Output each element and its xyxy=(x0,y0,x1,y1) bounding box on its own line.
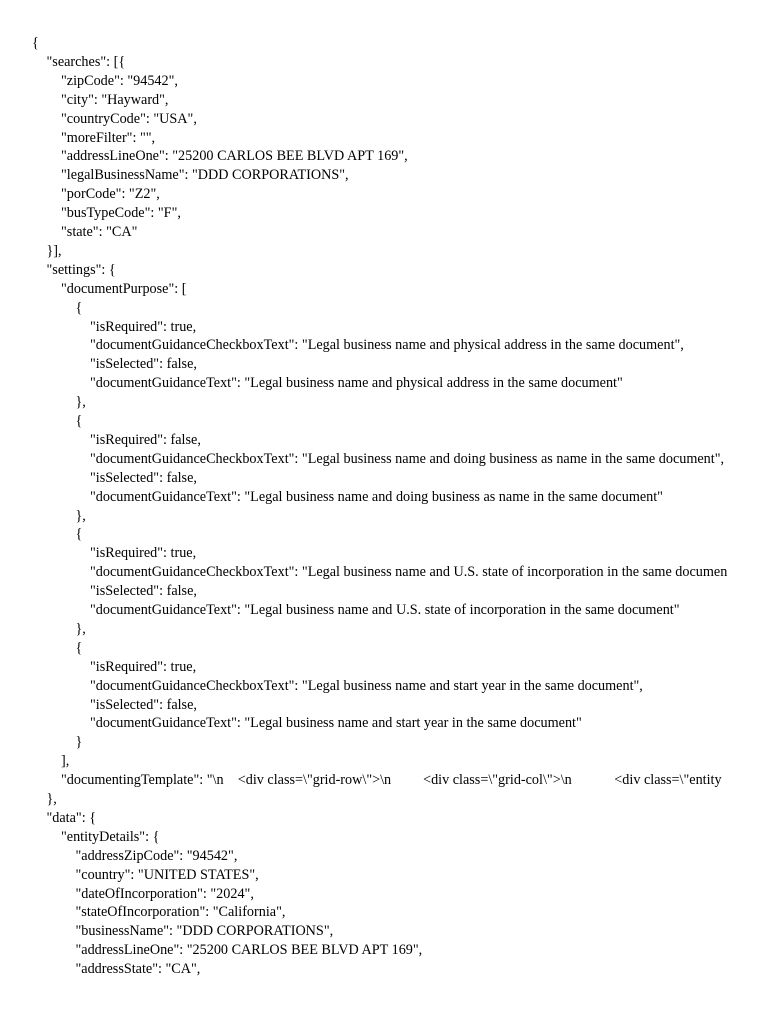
code-line: "busTypeCode": "F", xyxy=(61,205,181,222)
code-line: "settings": { xyxy=(46,261,116,278)
code-line: "addressLineOne": "25200 CARLOS BEE BLVD APT 169", xyxy=(75,942,423,959)
code-line: }, xyxy=(75,394,86,411)
code-line: "isSelected": false, xyxy=(90,696,197,713)
code-line: "documentGuidanceCheckboxText": "Legal business name and U.S. state of incorporation in the same documen xyxy=(90,564,728,581)
code-line: "porCode": "Z2", xyxy=(61,186,160,203)
code-line: "addressLineOne": "25200 CARLOS BEE BLVD APT 169", xyxy=(61,148,408,165)
code-line: "isRequired": true, xyxy=(90,545,197,562)
code-line: "zipCode": "94542", xyxy=(61,72,178,89)
code-line: "isSelected": false, xyxy=(90,583,197,600)
code-line: { xyxy=(75,526,83,543)
code-line: "moreFilter": "", xyxy=(61,129,156,146)
code-line: "documentGuidanceCheckboxText": "Legal business name and doing business as name in the same document", xyxy=(90,450,725,467)
code-line: }, xyxy=(75,507,86,524)
code-line: { xyxy=(75,299,83,316)
code-line: "legalBusinessName": "DDD CORPORATIONS", xyxy=(61,167,349,184)
code-line: }, xyxy=(46,791,57,807)
code-line: "documentGuidanceText": "Legal business name and U.S. state of incorporation in the same document" xyxy=(90,602,680,618)
code-line: "isSelected": false, xyxy=(90,469,197,486)
code-line: "dateOfIncorporation": "2024", xyxy=(75,885,254,902)
code-line: "businessName": "DDD CORPORATIONS", xyxy=(75,923,334,940)
code-line: }, xyxy=(75,620,86,637)
code-line: "isRequired": true, xyxy=(90,318,197,335)
code-line: "countryCode": "USA", xyxy=(61,110,197,127)
code-line: ], xyxy=(61,753,70,770)
code-line: { xyxy=(32,35,39,51)
code-line: "documentGuidanceCheckboxText": "Legal business name and physical address in the same document", xyxy=(90,337,684,354)
code-line: "data": { xyxy=(46,809,97,826)
code-line: "country": "UNITED STATES", xyxy=(75,866,259,883)
code-line: "city": "Hayward", xyxy=(61,91,169,108)
code-line: "entityDetails": { xyxy=(61,828,160,845)
code-line: "documentGuidanceText": "Legal business name and start year in the same document" xyxy=(90,715,582,732)
code-line: } xyxy=(75,734,83,751)
code-line: "addressZipCode": "94542", xyxy=(75,847,238,864)
json-document xyxy=(0,34,768,1014)
code-line: "documentingTemplate": "\n <div class=\"grid-row\">\n <div class=\"grid-col\">\n <div class=\"entity xyxy=(61,772,722,789)
code-line: "documentGuidanceCheckboxText": "Legal business name and start year in the same document", xyxy=(90,677,643,694)
code-line: "documentGuidanceText": "Legal business name and physical address in the same document" xyxy=(90,375,623,392)
code-line: { xyxy=(75,639,83,656)
code-line: "addressState": "CA", xyxy=(75,961,201,978)
code-line: "state": "CA" xyxy=(61,224,138,240)
code-line: "isRequired": true, xyxy=(90,658,197,675)
code-line: "searches": [{ xyxy=(46,53,126,70)
code-line: "isRequired": false, xyxy=(90,431,201,448)
code-line: "documentGuidanceText": "Legal business name and doing business as name in the same document" xyxy=(90,488,663,505)
code-line: "documentPurpose": [ xyxy=(61,280,187,297)
code-line: "isSelected": false, xyxy=(90,356,197,373)
code-line: }], xyxy=(46,242,62,259)
code-line: "stateOfIncorporation": "California", xyxy=(75,904,286,921)
code-line: { xyxy=(75,413,83,429)
